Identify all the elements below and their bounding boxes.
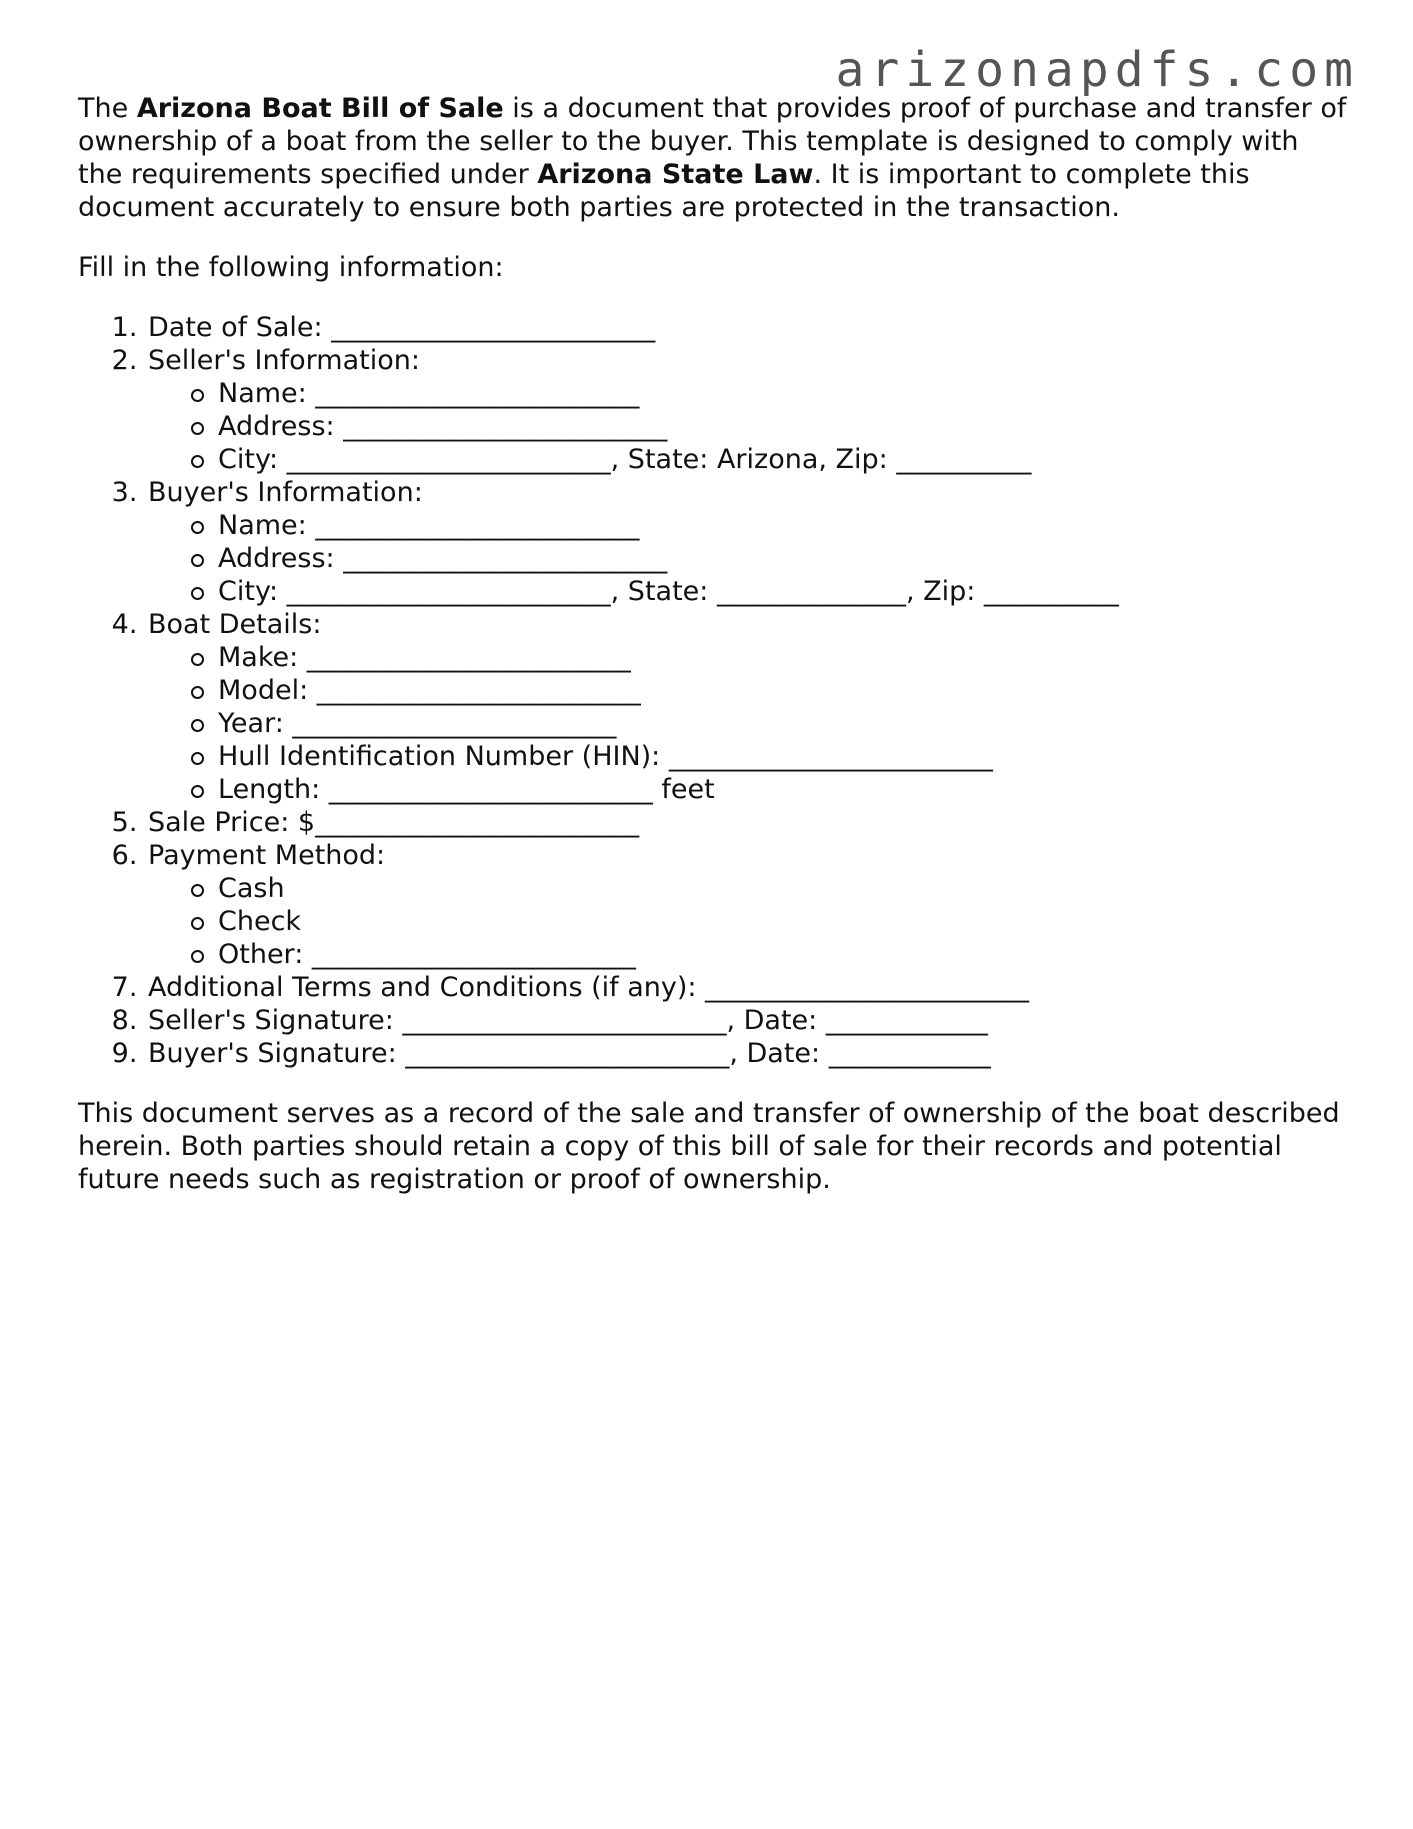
payment-option-cash: Cash xyxy=(191,872,1348,905)
field-boat-hin: Hull Identification Number (HIN): ________________________ xyxy=(191,740,1348,773)
intro-paragraph xyxy=(78,92,1348,224)
payment-options xyxy=(148,872,1348,971)
payment-option-check: Check xyxy=(191,905,1348,938)
boat-heading: Boat Details: xyxy=(148,609,322,640)
intro-text-1: The xyxy=(78,93,137,124)
field-buyer-signature: 9. Buyer's Signature: ________________________, Date: ____________ xyxy=(146,1037,1348,1070)
section-payment-method xyxy=(146,839,1348,971)
section-seller-information xyxy=(146,344,1348,476)
field-buyer-address: Address: ________________________ xyxy=(191,542,1348,575)
form-field-list xyxy=(78,311,1348,1070)
field-date-of-sale: 1. Date of Sale: ________________________ xyxy=(146,311,1348,344)
field-boat-make: Make: ________________________ xyxy=(191,641,1348,674)
buyer-heading: Buyer's Information: xyxy=(148,477,423,508)
intro-text-2: is a document that provides proof of purchase and transfer of ownership of a boat from the seller to the buyer. This template is designed to comply with the requirements specified under xyxy=(78,93,1347,190)
intro-bold-title: Arizona Boat Bill of Sale xyxy=(136,93,504,124)
instructions-lead: Fill in the following information: xyxy=(78,252,504,283)
field-seller-address: Address: ________________________ xyxy=(191,410,1348,443)
payment-heading: Payment Method: xyxy=(148,840,386,871)
field-boat-length: Length: ________________________ feet xyxy=(191,773,1348,806)
field-boat-model: Model: ________________________ xyxy=(191,674,1348,707)
section-buyer-information xyxy=(146,476,1348,608)
field-additional-terms: 7. Additional Terms and Conditions (if any): ________________________ xyxy=(146,971,1348,1004)
closing-paragraph: This document serves as a record of the sale and transfer of ownership of the boat described herein. Both parties should retain a copy of this bill of sale for their records and potential future needs such as registration or proof of ownership. xyxy=(78,1098,1340,1195)
payment-option-other: Other: ________________________ xyxy=(191,938,1348,971)
field-sale-price: 5. Sale Price: $________________________ xyxy=(146,806,1348,839)
field-buyer-city-state-zip: City: ________________________, State: ______________, Zip: __________ xyxy=(191,575,1348,608)
field-boat-year: Year: ________________________ xyxy=(191,707,1348,740)
seller-heading: Seller's Information: xyxy=(148,345,420,376)
boat-fields xyxy=(148,641,1348,806)
intro-text-3: . It is important to complete this document accurately to ensure both parties are protected in the transaction. xyxy=(78,159,1250,223)
field-buyer-name: Name: ________________________ xyxy=(191,509,1348,542)
field-seller-name: Name: ________________________ xyxy=(191,377,1348,410)
watermark: arizonapdfs.com xyxy=(835,42,1359,98)
seller-fields xyxy=(148,377,1348,476)
field-seller-city-state-zip: City: ________________________, State: Arizona, Zip: __________ xyxy=(191,443,1348,476)
field-seller-signature: 8. Seller's Signature: ________________________, Date: ____________ xyxy=(146,1004,1348,1037)
intro-bold-law: Arizona State Law xyxy=(537,159,814,190)
buyer-fields xyxy=(148,509,1348,608)
section-boat-details xyxy=(146,608,1348,806)
document-body xyxy=(78,92,1348,1196)
